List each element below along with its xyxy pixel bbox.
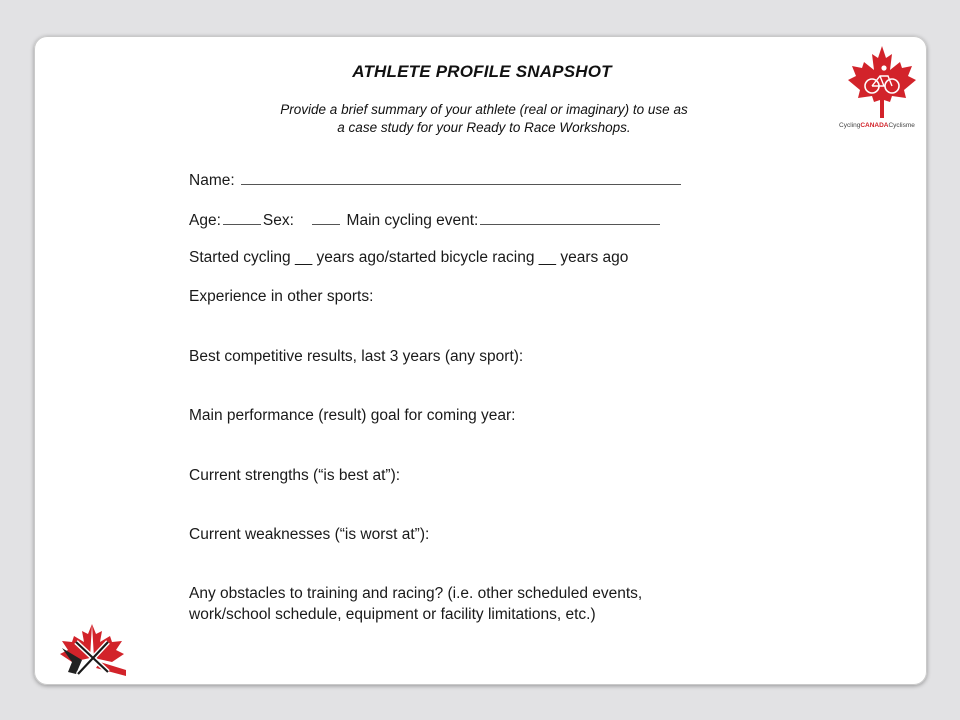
strengths-label: Current strengths (“is best at”): xyxy=(189,467,401,484)
age-field[interactable] xyxy=(223,210,261,225)
event-field[interactable] xyxy=(480,210,660,225)
coaching-maple-leaf-logo-icon xyxy=(56,622,128,678)
obstacles-line-1: Any obstacles to training and racing? (i.e. other scheduled events, xyxy=(189,585,643,602)
sex-label: Sex: xyxy=(262,212,294,229)
event-label: Main cycling event: xyxy=(346,212,479,229)
page-title: ATHLETE PROFILE SNAPSHOT xyxy=(352,62,612,81)
logo-caption-cycling: Cycling xyxy=(839,122,861,129)
experience-label: Experience in other sports: xyxy=(189,288,374,305)
weaknesses-label: Current weaknesses (“is worst at”): xyxy=(189,526,430,543)
results-label: Best competitive results, last 3 years (any sport): xyxy=(189,348,524,365)
started-cycling-row: Started cycling __ years ago/started bicycle racing __ years ago xyxy=(189,249,629,266)
name-row xyxy=(189,170,683,190)
logo-caption xyxy=(839,122,915,129)
sex-field[interactable] xyxy=(312,210,340,225)
obstacles-line-2: work/school schedule, equipment or facility limitations, etc.) xyxy=(189,606,596,623)
name-field[interactable] xyxy=(241,170,681,185)
slide-page xyxy=(34,36,927,685)
logo-caption-canada: CANADA xyxy=(860,122,889,129)
subtitle-line-2: a case study for your Ready to Race Workshops. xyxy=(337,120,631,135)
name-label: Name: xyxy=(189,172,235,189)
logo-caption-cyclisme: Cyclisme xyxy=(888,122,915,129)
page-subtitle xyxy=(244,101,724,137)
subtitle-line-1: Provide a brief summary of your athlete (real or imaginary) to use as xyxy=(280,102,688,117)
age-sex-event-row xyxy=(189,210,662,230)
age-label: Age: xyxy=(189,212,221,229)
goal-label: Main performance (result) goal for coming year: xyxy=(189,407,516,424)
